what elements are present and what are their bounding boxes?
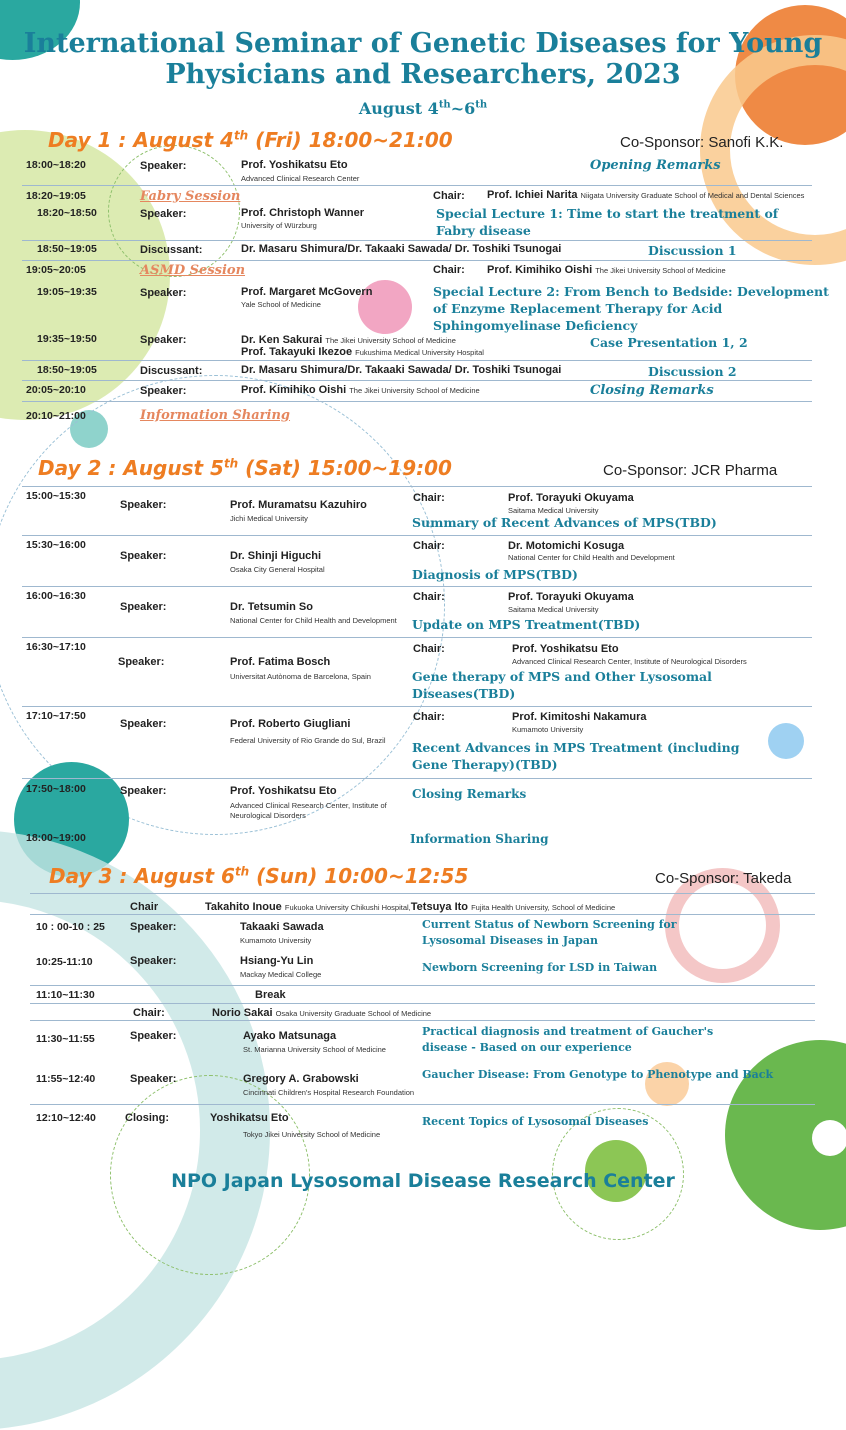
day1-r5-time: 19:35~19:50 [37,333,97,345]
speaker-affiliation: Fukushima Medical University Hospital [355,348,484,357]
day2-row-2-affiliation: Osaka City General Hospital [230,565,325,574]
day1-r3-discussants: Dr. Masaru Shimura/Dr. Takaaki Sawada/ Dr. Toshiki Tsunogai [241,243,562,255]
day2-row-5-title: Recent Advances in MPS Treatment (including Gene Therapy)(TBD) [412,740,740,772]
day2-row-6-affiliation: Advanced Clinical Research Center, Institute of Neurological Disorders [230,801,387,820]
day1-r2-time: 18:20~18:50 [37,207,97,219]
day1-r1-time: 18:00~18:20 [26,159,86,171]
chair-name: Prof. Kimihiko Oishi [487,264,593,276]
day3-r2-title: Newborn Screening for LSD in Taiwan [422,961,658,974]
day3-heading-text: Day 3 : August 6 [49,864,235,888]
day3-r1-title: Current Status of Newborn Screening for Lysosomal Diseases in Japan [422,918,677,947]
day2-row-4-chair: Prof. Yoshikatsu Eto [512,643,619,655]
day1-r8-session: Information Sharing [140,408,291,423]
speaker-name: Prof. Kimihiko Oishi [241,384,347,396]
day1-r7-label: Speaker: [140,385,187,397]
day1-r5-speaker-1 [241,334,456,346]
speaker-affiliation: The Jikei University School of Medicine [349,386,480,395]
day1-r1-affiliation: Advanced Clinical Research Center [241,174,360,183]
day3-r1-affiliation: Kumamoto University [240,936,312,945]
day3-r5-label: Closing: [125,1112,169,1124]
day3-r3-time: 11:30~11:55 [36,1033,95,1045]
chair-affiliation: The Jikei University School of Medicine [595,266,726,275]
day3-chair1-label: Chair [130,901,159,913]
divider [22,260,812,261]
divider [22,240,812,241]
divider [22,360,812,361]
day2-row-1-chair-affiliation: Saitama Medical University [508,506,599,515]
day3-r1-time: 10 : 00-10 : 25 [36,921,105,933]
chair-affiliation: Osaka University Graduate School of Medicine [275,1009,432,1018]
day1-r1-label: Speaker: [140,160,187,172]
day1-r6-discussants: Dr. Masaru Shimura/Dr. Takaaki Sawada/ Dr. Toshiki Tsunogai [241,364,562,376]
divider [22,706,812,707]
day1-r4-title: Special Lecture 2: From Bench to Bedside: Development of Enzyme Replacement Therapy for Acid Sphingomyelinase Deficiency [433,284,829,333]
divider [30,985,815,986]
day2-row-2-chair-label: Chair: [413,540,445,552]
day1-r4-label: Speaker: [140,287,187,299]
divider [22,535,812,536]
day1-r6-label: Discussant: [140,365,203,377]
day1-r7-title: Closing Remarks [590,383,714,398]
day1-r4-speaker: Prof. Margaret McGovern [241,286,373,298]
day2-row-1-chair-label: Chair: [413,492,445,504]
day2-row-4-time: 16:30~17:10 [26,641,86,653]
divider [22,637,812,638]
divider [22,401,812,402]
day2-row-4-chair-affiliation: Advanced Clinical Research Center, Institute of Neurological Disorders [512,657,747,666]
day2-row-3-chair: Prof. Torayuki Okuyama [508,591,634,603]
day2-row-5-chair-label: Chair: [413,711,445,723]
day1-r7-time: 20:05~20:10 [26,384,86,396]
chair-name-2: Tetsuya Ito [410,901,469,913]
day2-row-7-title: Information Sharing [410,832,549,846]
day1-r3-title: Discussion 1 [648,243,737,258]
divider [30,893,815,894]
day2-row-1-chair: Prof. Torayuki Okuyama [508,492,634,504]
day2-row-6-label: Speaker: [120,785,167,797]
day2-row-5-chair: Prof. Kimitoshi Nakamura [512,711,647,723]
divider [30,1020,815,1021]
day3-r4-title: Gaucher Disease: From Genotype to Phenotype and Back [422,1068,774,1081]
page-title: International Seminar of Genetic Diseases for Young Physicians and Researchers, 2023 [23,28,823,90]
day1-heading-sup: th [233,128,249,143]
day2-row-5-label: Speaker: [120,718,167,730]
day2-row-6-speaker: Prof. Yoshikatsu Eto [230,785,337,797]
day2-row-3-time: 16:00~16:30 [26,590,86,602]
day1-fabry-chair [487,189,804,201]
day3-r5-affiliation: Tokyo Jikei University School of Medicine [243,1130,381,1139]
chair-name-1: Takahito Inoue [205,901,282,913]
day1-r3-time: 18:50~19:05 [37,243,97,255]
day3-r4-time: 11:55~12:40 [36,1073,96,1085]
dates-text: August 4 [358,99,439,118]
divider [22,185,812,186]
day3-r4-affiliation: Cincinnati Children's Hospital Research Foundation [243,1088,415,1097]
day1-r5-speaker-2 [241,346,484,358]
day2-row-1-affiliation: Jichi Medical University [230,514,308,523]
day2-row-2-chair: Dr. Motomichi Kosuga [508,540,625,552]
day2-heading [38,456,452,480]
speaker-affiliation: The Jikei University School of Medicine [325,336,456,345]
day3-r5-title: Recent Topics of Lysosomal Diseases [422,1115,649,1128]
day1-r2-affiliation: University of Würzburg [241,221,317,230]
day2-row-3-affiliation: National Center for Child Health and Development [230,616,397,625]
day2-row-3-title: Update on MPS Treatment(TBD) [412,617,641,632]
day3-r2-label: Speaker: [130,955,177,967]
day3-heading [49,864,468,888]
day1-fabry-session: Fabry Session [140,189,241,204]
day2-row-3-chair-affiliation: Saitama Medical University [508,605,599,614]
day2-row-3-label: Speaker: [120,601,167,613]
day1-r1-title: Opening Remarks [590,158,721,173]
chair-affiliation: Niigata University Graduate School of Medical and Dental Sciences [580,191,805,200]
day3-r3-speaker: Ayako Matsunaga [243,1030,337,1042]
day1-r8-time: 20:10~21:00 [26,410,86,422]
chair-name: Norio Sakai [212,1007,273,1019]
divider [22,486,812,487]
day3-chair2-label: Chair: [133,1007,165,1019]
day2-row-7-time: 18:00~19:00 [26,832,86,844]
day1-fabry-time: 18:20~19:05 [26,190,86,202]
day2-row-3-chair-label: Chair: [413,591,445,603]
divider [30,914,815,915]
day2-row-2-chair-affiliation: National Center for Child Health and Development [508,553,675,562]
day3-r4-speaker: Gregory A. Grabowski [243,1073,359,1085]
day2-row-4-chair-label: Chair: [413,643,445,655]
day3-chair2 [212,1007,431,1019]
day2-row-1-title: Summary of Recent Advances of MPS(TBD) [412,515,717,530]
dates-sup-2: th [475,99,488,111]
day3-r3-label: Speaker: [130,1030,177,1042]
day2-heading-text: Day 2 : August 5 [38,456,224,480]
divider [30,1104,815,1105]
day2-cosponsor: Co-Sponsor: JCR Pharma [603,462,778,479]
day2-row-6-title: Closing Remarks [412,787,527,801]
day1-heading [48,128,453,152]
day2-row-4-affiliation: Universitat Autònoma de Barcelona, Spain [230,672,371,681]
day2-row-3-speaker: Dr. Tetsumin So [230,601,313,613]
day3-r2-speaker: Hsiang-Yu Lin [240,955,314,967]
event-dates [0,99,846,118]
day2-row-2-label: Speaker: [120,550,167,562]
day3-heading-time: (Sun) 10:00~12:55 [249,864,469,888]
dates-text-2: ~6 [450,99,476,118]
divider [22,380,812,381]
day1-asmd-session: ASMD Session [140,263,246,278]
day3-r2-time: 10:25-11:10 [36,956,93,968]
day2-row-1-speaker: Prof. Muramatsu Kazuhiro [230,499,367,511]
day1-fabry-chair-label: Chair: [433,190,465,202]
day1-r5-title: Case Presentation 1, 2 [590,335,748,350]
day3-r5-speaker: Yoshikatsu Eto [210,1112,289,1124]
chair-affiliation-1: Fukuoka University Chikushi Hospital, [284,903,411,912]
day1-r6-time: 18:50~19:05 [37,364,97,376]
day2-row-1-label: Speaker: [120,499,167,511]
day2-heading-sup: th [223,456,239,471]
day1-r3-label: Discussant: [140,244,203,256]
speaker-name: Dr. Ken Sakurai [241,334,323,346]
day3-r1-label: Speaker: [130,921,177,933]
day2-row-4-speaker: Prof. Fatima Bosch [230,656,331,668]
day2-row-5-chair-affiliation: Kumamoto University [512,725,584,734]
day3-r4-label: Speaker: [130,1073,177,1085]
day3-heading-sup: th [234,864,250,879]
speaker-name: Prof. Takayuki Ikezoe [241,346,353,358]
day1-r4-affiliation: Yale School of Medicine [241,300,321,309]
day1-asmd-chair-label: Chair: [433,264,465,276]
chair-affiliation-2: Fujita Health University, School of Medicine [471,903,616,912]
day1-r1-speaker: Prof. Yoshikatsu Eto [241,159,348,171]
dates-sup-1: th [438,99,451,111]
day3-r3-title: Practical diagnosis and treatment of Gaucher's disease - Based on our experience [422,1025,714,1054]
day1-r2-title: Special Lecture 1: Time to start the treatment of Fabry disease [436,206,779,238]
day1-heading-time: (Fri) 18:00~21:00 [248,128,453,152]
day3-cosponsor: Co-Sponsor: Takeda [655,870,792,887]
day2-row-2-title: Diagnosis of MPS(TBD) [412,567,578,582]
day1-r2-label: Speaker: [140,208,187,220]
day1-cosponsor: Co-Sponsor: Sanofi K.K. [620,134,784,151]
day3-r5-time: 12:10~12:40 [36,1112,96,1124]
day1-r4-time: 19:05~19:35 [37,286,97,298]
day2-row-5-speaker: Prof. Roberto Giugliani [230,718,351,730]
day2-row-6-time: 17:50~18:00 [26,783,86,795]
decor-blue-dot [768,723,804,759]
day1-r6-title: Discussion 2 [648,364,737,379]
day3-break-time: 11:10~11:30 [36,989,95,1001]
decor-white-hole-bottom-right [812,1120,846,1156]
day2-row-5-affiliation: Federal University of Rio Grande do Sul, Brazil [230,736,386,745]
day1-asmd-chair [487,264,726,276]
day3-break-label: Break [255,989,286,1001]
day3-r1-speaker: Takaaki Sawada [240,921,324,933]
day1-heading-text: Day 1 : August 4 [48,128,234,152]
day1-r7-speaker [241,384,480,396]
day2-row-2-speaker: Dr. Shinji Higuchi [230,550,322,562]
day1-r5-label: Speaker: [140,334,187,346]
day3-r2-affiliation: Mackay Medical College [240,970,322,979]
divider [22,586,812,587]
day2-row-2-time: 15:30~16:00 [26,539,86,551]
day1-r2-speaker: Prof. Christoph Wanner [241,207,365,219]
footer-organization: NPO Japan Lysosomal Disease Research Center [171,1170,675,1192]
day2-row-1-time: 15:00~15:30 [26,490,86,502]
chair-name: Prof. Ichiei Narita [487,189,578,201]
day2-heading-time: (Sat) 15:00~19:00 [238,456,452,480]
divider [22,778,812,779]
divider [30,1003,815,1004]
day3-r3-affiliation: St. Marianna University School of Medicine [243,1045,386,1054]
day2-row-4-label: Speaker: [118,656,165,668]
day1-asmd-time: 19:05~20:05 [26,264,86,276]
day3-chair1-names [205,901,615,913]
day2-row-5-time: 17:10~17:50 [26,710,86,722]
day2-row-4-title: Gene therapy of MPS and Other Lysosomal Diseases(TBD) [412,669,712,701]
